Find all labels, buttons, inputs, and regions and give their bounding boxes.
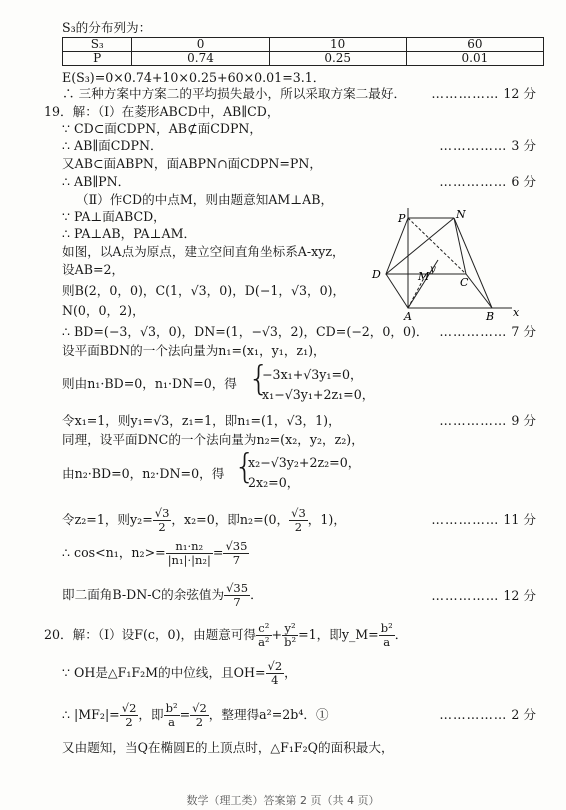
q20-line-1: ∵ OH是△F₁F₂M的中位线，且OH= $\frac{√2}{4}$ ， [62, 659, 297, 687]
frac-b2-a: $\frac{\text{b²}}{a}$ [380, 621, 393, 649]
q19-line-4: ∴ AB∥PN． [62, 174, 131, 189]
q19-line-10: 则B(2，0，0)，C(1，√3，0)，D(−1，√3，0)， [62, 283, 346, 298]
n2-solution: 令z₂=1，则y₂= $\frac{√3}{2}$ ，x₂=0，即n₂=(0， $\frac{√3}{2}$ ，1)， [62, 506, 346, 534]
n1-solution: 令x₁=1，则y₁=√3，z₁=1，即n₁=(1，√3，1)， [62, 413, 341, 428]
table-cell: 10 [269, 38, 406, 52]
table-cell: 0.74 [132, 52, 269, 66]
frac-sqrt2-2: $\frac{√2}{2}$ [121, 701, 137, 729]
q19-line-9: 设AB=2， [62, 262, 125, 277]
q19-line-1: ∵ CD⊂面CDPN，AB⊄面CDPN， [62, 121, 263, 136]
q19-line-6: ∵ PA⊥面ABCD， [62, 209, 166, 224]
table-cell: 0.25 [269, 52, 406, 66]
system2-eq-a: x₂−√3y₂+2z₂=0， [248, 455, 361, 470]
page-footer: 数学（理工类）答案第 2 页（共 4 页） [186, 794, 380, 807]
q19-line-5: （Ⅱ）作CD的中点M，则由题意知AM⊥AB， [76, 192, 334, 207]
label-P: P [398, 212, 406, 225]
frac-c2-a2: $\frac{\text{c²}}{\text{a²}}$ [258, 621, 270, 649]
frac-sqrt3-2: $\frac{√3}{2}$ [291, 506, 306, 534]
q19-line-11: N(0，0，2)， [62, 303, 145, 318]
vector-line: ∴ BD=(−3，√3，0)，DN=(1，−√3，2)，CD=(−2，0，0)． [62, 324, 429, 339]
q19-line-3: 又AB⊂面ABPN，面ABPN∩面CDPN=PN， [62, 156, 322, 171]
normal-n2-line: 同理，设平面DNC的一个法向量为n₂=(x₂，y₂，z₂)， [62, 432, 364, 447]
dist-title: S₃的分布列为： [62, 20, 152, 35]
frac-b2-a: $\frac{\text{b²}}{a}$ [165, 701, 178, 729]
table-cell: 60 [406, 38, 543, 52]
label-D: D [372, 268, 381, 281]
dihedral-conclusion: 即二面角B-DN-C的余弦值为 $\frac{√35}{7}$ ． [62, 581, 263, 609]
score-2: …………… 2 分 [439, 707, 536, 722]
system1-lead: 则由n₁·BD=0，n₁·DN=0，得 [62, 376, 237, 391]
frac-y2-b2: $\frac{\text{y²}}{\text{b²}}$ [284, 621, 297, 649]
label-C: C [460, 276, 469, 289]
expectation-line: E(S₃)=0×0.74+10×0.25+60×0.01=3.1． [62, 70, 326, 85]
q19-line-7: ∴ PA⊥AB，PA⊥AM． [62, 226, 197, 241]
frac-sqrt3-2: $\frac{√3}{2}$ [154, 506, 170, 534]
q19-line-2: ∴ AB∥面CDPN． [62, 138, 163, 153]
label-N: N [456, 208, 466, 221]
q20-line-2: ∴ |MF₂|= $\frac{√2}{2}$ ，即 $\frac{\text{b²}}{a}$ = $\frac{√2}{2}$ ，整理得a²=2b⁴．① [62, 701, 329, 729]
score-12-a: …………… 12 分 [431, 86, 536, 101]
label-y: y [430, 264, 436, 275]
frac-cos: $\frac{\text{n₁·n₂}}{\text{|n₁|·|n₂|}}$ [167, 539, 211, 567]
frac-sqrt35-7: $\frac{√35}{7}$ [226, 581, 249, 609]
score-6: …………… 6 分 [439, 174, 536, 189]
conclusion-line: ∴ 三种方案中方案二的平均损失最小，所以采取方案二最好． [62, 86, 407, 101]
system2-brace: { [234, 447, 256, 487]
distribution-table [62, 37, 544, 66]
system2-eq-b: 2x₂=0， [248, 475, 300, 490]
table-cell: S₃ [63, 38, 132, 52]
score-9: …………… 9 分 [439, 413, 536, 428]
score-12-b: …………… 12 分 [431, 588, 536, 603]
label-x: x [513, 306, 520, 319]
table-row [63, 52, 544, 66]
frac-sqrt2-4: $\frac{√2}{4}$ [267, 659, 283, 687]
table-cell: P [63, 52, 132, 66]
score-11: …………… 11 分 [431, 512, 536, 527]
table-row [63, 38, 544, 52]
frac-sqrt35-7: $\frac{√35}{7}$ [225, 539, 248, 567]
frac-sqrt2-2: $\frac{√2}{2}$ [192, 701, 207, 729]
q20-line-3: 又由题知，当Q在椭圆E的上顶点时，△F₁F₂Q的面积最大， [62, 740, 394, 755]
label-M: M [418, 270, 430, 283]
score-7: …………… 7 分 [439, 324, 536, 339]
q19-heading: 19．解：（Ⅰ）在菱形ABCD中，AB∥CD， [44, 104, 280, 119]
table-cell: 0 [132, 38, 269, 52]
q19-line-8: 如图，以A点为原点，建立空间直角坐标系A-xyz， [62, 244, 345, 259]
label-A: A [404, 310, 412, 323]
system2-lead: 由n₂·BD=0，n₂·DN=0，得 [62, 466, 225, 481]
system1-eq-b: x₁−√3y₁+2z₁=0， [262, 387, 375, 402]
label-B: B [486, 310, 495, 323]
system1-eq-a: −3x₁+√3y₁=0， [262, 367, 363, 382]
system1-brace: { [248, 359, 270, 399]
cos-line: ∴ cos<n₁，n₂>= $\frac{\text{n₁·n₂}}{\text{|n₁|·|n₂|}}$ = $\frac{√35}{7}$ [62, 539, 248, 567]
normal-n1-line: 设平面BDN的一个法向量为n₁=(x₁，y₁，z₁)， [62, 343, 326, 358]
score-3: …………… 3 分 [439, 138, 536, 153]
q20-heading: 20．解：（Ⅰ）设F(c，0)，由题意可得 $\frac{\text{c²}}{\text{a²}}$ + $\frac{\text{y²}}{\text{b²}}$ =1，即y_M= $\frac{\text{b²}}{a}$ ． [44, 621, 408, 649]
table-cell: 0.01 [406, 52, 543, 66]
pyramid-figure [362, 208, 522, 326]
